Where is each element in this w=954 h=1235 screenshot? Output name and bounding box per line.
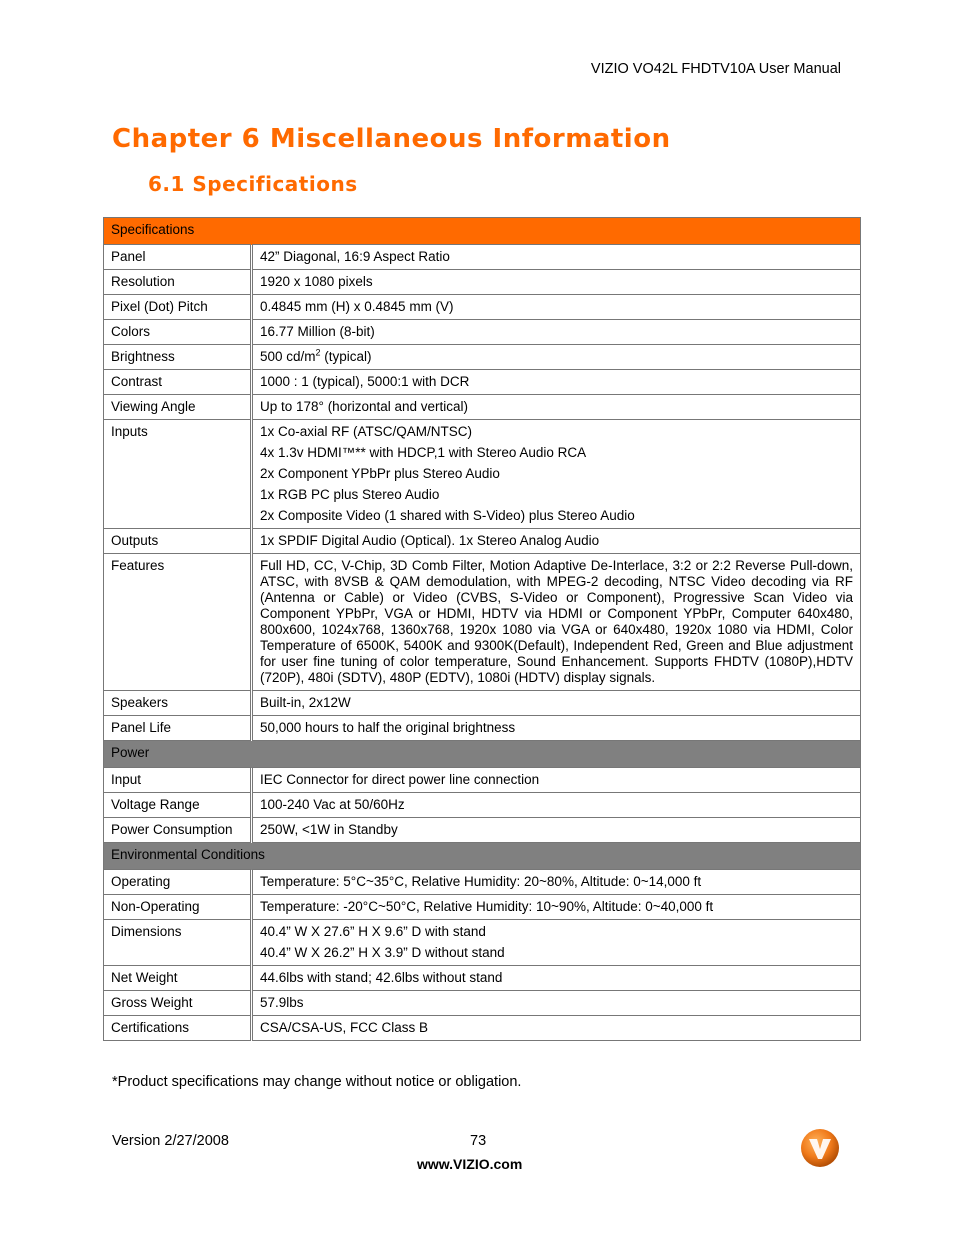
table-row (104, 370, 861, 395)
table-row (104, 768, 861, 793)
spec-label: Panel (104, 245, 252, 270)
section-band-label: Specifications (104, 218, 861, 245)
section-band-label: Power (104, 741, 861, 768)
table-row (104, 295, 861, 320)
table-row (104, 716, 861, 741)
table-row (104, 691, 861, 716)
table-row (104, 270, 861, 295)
manual-header-title: VIZIO VO42L FHDTV10A User Manual (590, 61, 841, 77)
spec-label: Voltage Range (104, 793, 252, 818)
spec-value: IEC Connector for direct power line connection (252, 768, 861, 793)
spec-value: 100-240 Vac at 50/60Hz (252, 793, 861, 818)
table-row (104, 991, 861, 1016)
spec-value: 1920 x 1080 pixels (252, 270, 861, 295)
spec-label: Speakers (104, 691, 252, 716)
table-row (104, 1016, 861, 1041)
inputs-line: 1x Co-axial RF (ATSC/QAM/NTSC) (260, 424, 473, 439)
footer-version: Version 2/27/2008 (112, 1133, 229, 1149)
brightness-suffix: (typical) (320, 349, 372, 364)
inputs-line: 1x RGB PC plus Stereo Audio (260, 487, 440, 502)
spec-value (252, 420, 861, 529)
brightness-value: 500 cd/m (260, 349, 316, 364)
dimensions-line: 40.4” W X 26.2” H X 3.9” D without stand (260, 945, 505, 960)
spec-value: 250W, <1W in Standby (252, 818, 861, 843)
table-row (104, 529, 861, 554)
section-band-power (104, 741, 861, 768)
section-title: 6.1 Specifications (148, 172, 358, 196)
spec-label: Power Consumption (104, 818, 252, 843)
spec-value: 44.6lbs with stand; 42.6lbs without stand (252, 966, 861, 991)
specifications-table (103, 217, 861, 1041)
inputs-line: 2x Composite Video (1 shared with S-Video) plus Stereo Audio (260, 508, 635, 523)
spec-label: Features (104, 554, 252, 691)
table-row (104, 320, 861, 345)
spec-value: 50,000 hours to half the original brightness (252, 716, 861, 741)
inputs-line: 4x 1.3v HDMI™** with HDCP,1 with Stereo Audio RCA (260, 445, 587, 460)
spec-label: Viewing Angle (104, 395, 252, 420)
spec-value: 16.77 Million (8-bit) (252, 320, 861, 345)
spec-value: Full HD, CC, V-Chip, 3D Comb Filter, Motion Adaptive De-Interlace, 3:2 or 2:2 Reverse Pull-down, ATSC, with 8VSB & QAM demodulation, with MPEG-2 decoding, NTSC Video decoding via RF (Antenna or Cable) or Video (CVBS, S-Video or Component), Progressive Scan Video via Component YPbPr, VGA or HDMI, HDTV via HDMI or Component YPbPr, Computer 640x480, 800x600, 1024x768, 1360x768, 1920x 1080 via VGA or 640x480, 1920x 1080 via HDMI, Color Temperature of 6500K, 5400K and 9300K(Default), Independent Red, Green and Blue adjustment for user fine tuning of color temperature, Sound Enhancement. Supports FHDTV (1080P),HDTV (720P), 480i (SDTV), 480P (EDTV), 1080i (HDTV) display signals. (252, 554, 861, 691)
spec-value: 57.9lbs (252, 991, 861, 1016)
spec-value: Temperature: 5°C~35°C, Relative Humidity: 20~80%, Altitude: 0~14,000 ft (252, 870, 861, 895)
spec-value: CSA/CSA-US, FCC Class B (252, 1016, 861, 1041)
spec-value: 42” Diagonal, 16:9 Aspect Ratio (252, 245, 861, 270)
spec-label: Colors (104, 320, 252, 345)
table-row (104, 920, 861, 966)
chapter-title: Chapter 6 Miscellaneous Information (112, 124, 671, 154)
spec-value: Built-in, 2x12W (252, 691, 861, 716)
spec-label: Certifications (104, 1016, 252, 1041)
footer-website: www.VIZIO.com (417, 1156, 523, 1172)
table-row (104, 793, 861, 818)
section-band-environmental (104, 843, 861, 870)
spec-label: Input (104, 768, 252, 793)
spec-label: Net Weight (104, 966, 252, 991)
spec-label: Non-Operating (104, 895, 252, 920)
spec-label: Panel Life (104, 716, 252, 741)
section-band-specifications (104, 218, 861, 245)
spec-value: 1000 : 1 (typical), 5000:1 with DCR (252, 370, 861, 395)
spec-value: Temperature: -20°C~50°C, Relative Humidity: 10~90%, Altitude: 0~40,000 ft (252, 895, 861, 920)
table-row (104, 818, 861, 843)
spec-value (252, 920, 861, 966)
spec-value: Up to 178° (horizontal and vertical) (252, 395, 861, 420)
table-row (104, 895, 861, 920)
spec-label: Resolution (104, 270, 252, 295)
table-row (104, 966, 861, 991)
spec-label: Brightness (104, 345, 252, 370)
footer-page-number: 73 (470, 1133, 487, 1149)
logo-circle (801, 1129, 839, 1167)
spec-label: Dimensions (104, 920, 252, 966)
spec-label: Inputs (104, 420, 252, 529)
table-row (104, 245, 861, 270)
table-row (104, 554, 861, 691)
spec-label: Outputs (104, 529, 252, 554)
table-row (104, 395, 861, 420)
spec-label: Pixel (Dot) Pitch (104, 295, 252, 320)
brightness-exponent: 2 (315, 347, 321, 358)
table-row (104, 420, 861, 529)
table-row (104, 870, 861, 895)
spec-value (252, 345, 861, 370)
vizio-v-logo-icon (800, 1128, 840, 1168)
spec-label: Gross Weight (104, 991, 252, 1016)
spec-value: 0.4845 mm (H) x 0.4845 mm (V) (252, 295, 861, 320)
spec-label: Contrast (104, 370, 252, 395)
spec-value: 1x SPDIF Digital Audio (Optical). 1x Stereo Analog Audio (252, 529, 861, 554)
inputs-line: 2x Component YPbPr plus Stereo Audio (260, 466, 500, 481)
dimensions-line: 40.4” W X 27.6” H X 9.6” D with stand (260, 924, 486, 939)
footnote: *Product specifications may change without notice or obligation. (112, 1074, 522, 1090)
section-band-label: Environmental Conditions (104, 843, 861, 870)
table-row (104, 345, 861, 370)
spec-label: Operating (104, 870, 252, 895)
